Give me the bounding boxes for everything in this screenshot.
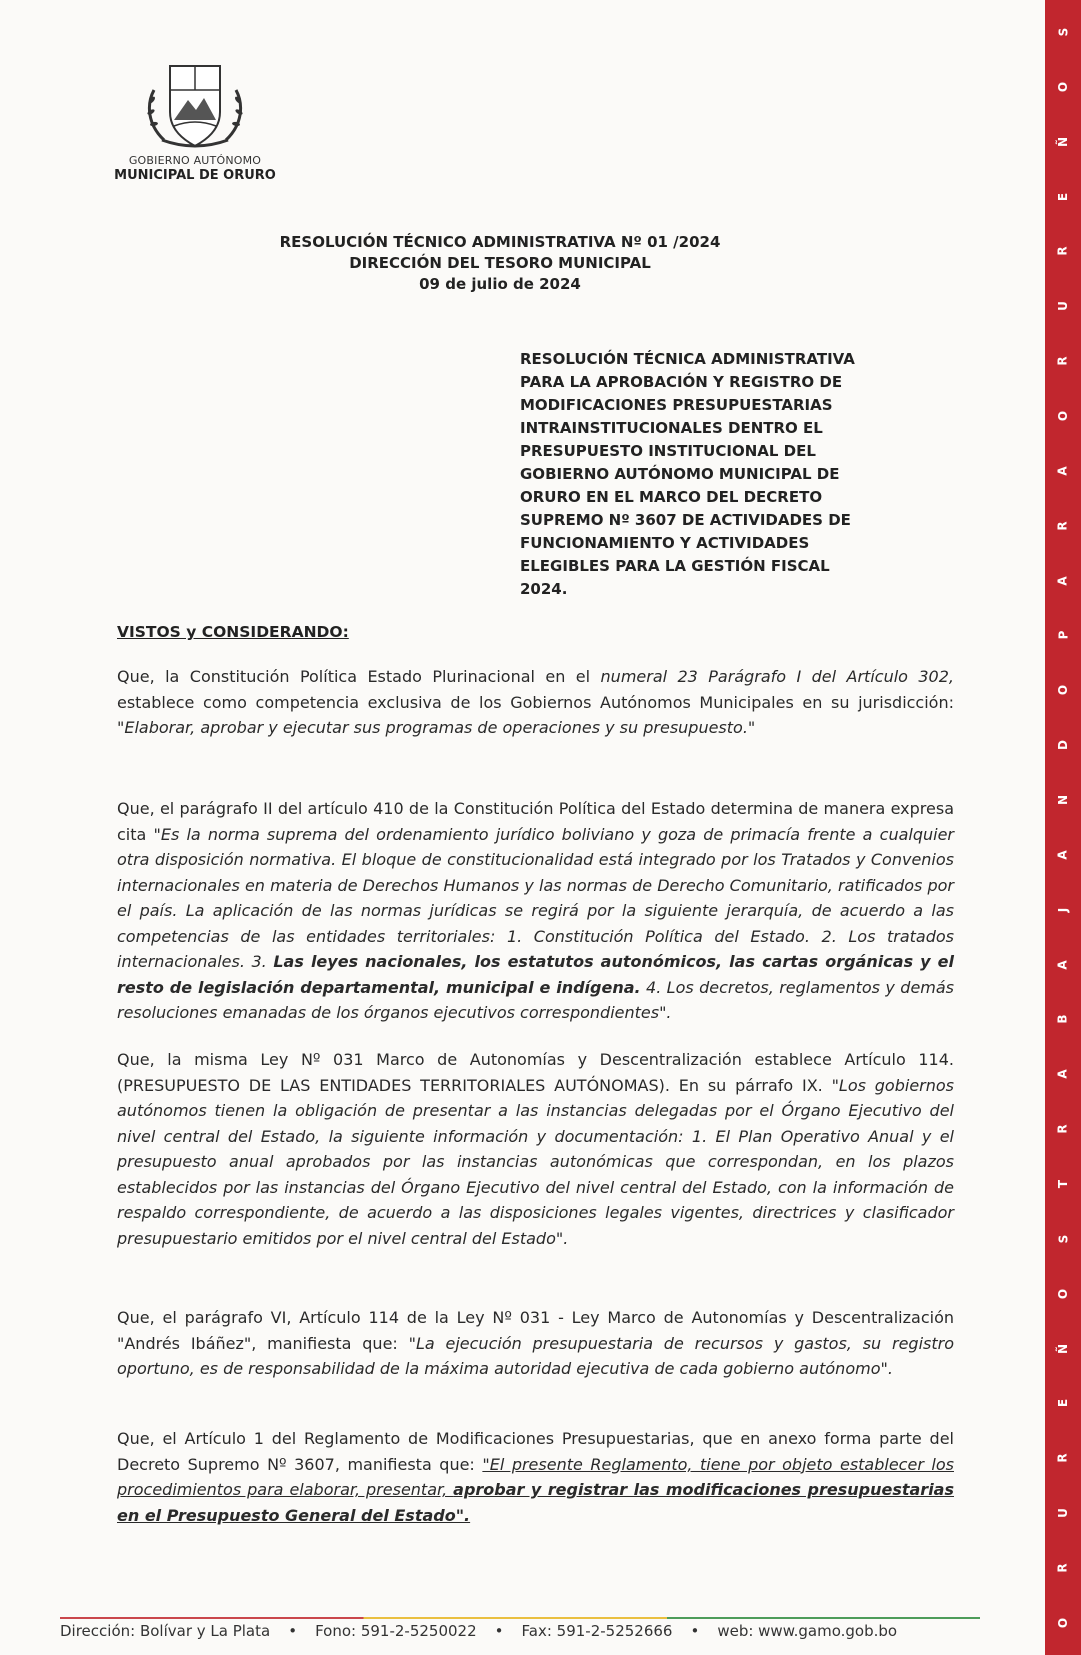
- resolution-date: 09 de julio de 2024: [419, 275, 581, 293]
- subject-line: PARA LA APROBACIÓN Y REGISTRO DE: [520, 373, 843, 391]
- footer-contact: [60, 1622, 980, 1640]
- paragraph-4: [117, 1305, 954, 1382]
- side-band-letter: O: [1055, 81, 1070, 92]
- subject-line: ELEGIBLES PARA LA GESTIÓN FISCAL: [520, 557, 830, 575]
- subject-line: SUPREMO Nº 3607 DE ACTIVIDADES DE: [520, 511, 851, 529]
- paragraph-text: Que, el parágrafo II del artículo 410 de la Constitución Política del Estado determina de manera expresa cita: [117, 799, 954, 844]
- paragraph-5: [117, 1426, 954, 1528]
- side-band-letter: J: [1056, 907, 1070, 912]
- logo-text-line1: GOBIERNO AUTÓNOMO: [128, 154, 262, 167]
- paragraph-text: Que, la Constitución Política Estado Plurinacional en el: [117, 667, 601, 686]
- side-band-letter: A: [1055, 959, 1070, 970]
- paragraph-2: [117, 796, 954, 1026]
- paragraph-1: [117, 664, 954, 741]
- subject-line: MODIFICACIONES PRESUPUESTARIAS: [520, 396, 833, 414]
- side-band-letter: S: [1056, 27, 1070, 37]
- subject-line: ORURO EN EL MARCO DEL DECRETO: [520, 488, 823, 506]
- subject-line: 2024.: [520, 580, 568, 598]
- paragraph-text: Que, la misma Ley Nº 031 Marco de Autonomías y Descentralización establece Artículo 114. (PRESUPUESTO DE LAS ENTIDADES TERRITORIALES AUTÓNOMAS). En su párrafo IX.: [117, 1050, 954, 1095]
- paragraph-3: [117, 1047, 954, 1251]
- side-band-letter: E: [1055, 1399, 1070, 1408]
- side-band-letter: U: [1056, 1508, 1070, 1519]
- logo-text-line2: MUNICIPAL DE ORURO: [114, 168, 276, 183]
- side-band-letter: R: [1056, 521, 1070, 531]
- footer-fax: Fax: 591-2-5252666: [521, 1622, 673, 1640]
- side-band-letter: Ñ: [1055, 136, 1070, 147]
- subject-line: FUNCIONAMIENTO Y ACTIVIDADES: [520, 534, 810, 552]
- resolution-number: RESOLUCIÓN TÉCNICO ADMINISTRATIVA Nº 01 /2024: [279, 233, 721, 251]
- paragraph-emphasis: Las leyes nacionales, los estatutos autonómicos, las cartas orgánicas y el resto de legislación departamental, municipal e indígena.: [117, 952, 954, 997]
- side-band-letter: E: [1055, 192, 1070, 201]
- side-band-letter: Ñ: [1055, 1343, 1070, 1354]
- side-band-letter: P: [1055, 631, 1070, 640]
- side-band-letter: T: [1056, 1179, 1070, 1189]
- side-slogan-band: [1045, 0, 1081, 1655]
- side-band-letter: A: [1055, 466, 1070, 476]
- footer-separator: •: [690, 1622, 700, 1640]
- paragraph-quote: "El presente Reglamento, tiene por objeto establecer los procedimientos para elaborar, presentar,: [117, 1454, 954, 1499]
- department-name: DIRECCIÓN DEL TESORO MUNICIPAL: [349, 254, 651, 272]
- side-band-letter: O: [1055, 410, 1070, 422]
- subject-line: RESOLUCIÓN TÉCNICA ADMINISTRATIVA: [520, 350, 855, 368]
- subject-line: PRESUPUESTO INSTITUCIONAL DEL: [520, 442, 816, 460]
- footer-website: web: www.gamo.gob.bo: [717, 1622, 898, 1640]
- side-band-letter: O: [1055, 685, 1070, 696]
- resolution-subject: [520, 348, 880, 601]
- paragraph-quote: "Es la norma suprema del ordenamiento jurídico boliviano y goza de primacía frente a cualquier otra disposición normativa. El bloque de constitucionalidad está integrado por los Tratados y Convenios internacionales en materia de Derechos Humanos y las normas de Derecho Comunitario, ratificados por el país. La aplicación de las normas jurídicas se regirá por la siguiente jerarquía, de acuerdo a las competencias de las entidades territoriales: 1. Constitución Política del Estado. 2. Los tratados internacionales. 3.: [117, 824, 954, 971]
- paragraph-emphasis: aprobar y registrar las modificaciones presupuestarias en el Presupuesto General del Estado".: [117, 1480, 954, 1525]
- side-band-letter: R: [1056, 1563, 1070, 1573]
- side-band-letter: B: [1056, 1014, 1070, 1025]
- side-band-letter: R: [1056, 1124, 1070, 1134]
- side-band-letter: N: [1055, 795, 1070, 806]
- paragraph-text: Que, el Artículo 1 del Reglamento de Modificaciones Presupuestarias, que en anexo forma parte del Decreto Supremo Nº 3607, manifiesta que:: [117, 1429, 954, 1474]
- side-band-letter: R: [1056, 356, 1070, 366]
- paragraph-quote: "Elaborar, aprobar y ejecutar sus programas de operaciones y su presupuesto.": [117, 718, 756, 737]
- paragraph-quote: "Los gobiernos autónomos tienen la obligación de presentar a las instancias delegadas por el Órgano Ejecutivo del nivel central del Estado, la siguiente información y documentación: 1. El Plan Operativo Anual y el presupuesto anual aprobados por las instancias autonómicas que correspondan, en los plazos establecidos por las instancias del Órgano Ejecutivo del nivel central del Estado, con la información de respaldo correspondiente, de acuerdo a las disposiciones legales vigentes, directrices y clasificador presupuestario emitidos por el nivel central del Estado".: [117, 1075, 955, 1248]
- section-heading: VISTOS y CONSIDERANDO:: [117, 623, 349, 641]
- footer-separator: •: [494, 1622, 504, 1640]
- footer-address: Dirección: Bolívar y La Plata: [60, 1622, 271, 1640]
- paragraph-text: Que, el parágrafo VI, Artículo 114 de la Ley Nº 031 - Ley Marco de Autonomías y Descentralización "Andrés Ibáñez", manifiesta que:: [117, 1308, 954, 1353]
- paragraph-quote: 4. Los decretos, reglamentos y demás resoluciones emanadas de los órganos ejecutivos correspondientes".: [117, 977, 955, 1022]
- side-band-letter: A: [1055, 1069, 1070, 1079]
- side-band-letter: O: [1055, 1288, 1070, 1299]
- paragraph-text: establece como competencia exclusiva de los Gobiernos Autónomos Municipales en su jurisdicción:: [117, 692, 954, 712]
- side-band-letter: R: [1056, 1453, 1070, 1463]
- side-band-letter: U: [1056, 301, 1070, 312]
- subject-line: INTRAINSTITUCIONALES DENTRO EL: [520, 419, 823, 437]
- footer-separator: •: [288, 1622, 298, 1640]
- side-band-letter: D: [1056, 740, 1070, 751]
- side-band-letter: S: [1056, 1234, 1070, 1244]
- side-band-letter: O: [1055, 1617, 1070, 1629]
- footer-phone: Fono: 591-2-5250022: [315, 1622, 477, 1640]
- resolution-title-block: [200, 232, 800, 295]
- side-band-letter: A: [1055, 575, 1070, 586]
- coat-of-arms-icon: [140, 60, 250, 152]
- side-band-letter: R: [1056, 246, 1070, 257]
- paragraph-citation: numeral 23 Parágrafo I del Artículo 302,: [600, 667, 954, 686]
- side-band-letter: A: [1055, 850, 1070, 860]
- paragraph-quote: "La ejecución presupuestaria de recursos y gastos, su registro oportuno, es de responsabilidad de la máxima autoridad ejecutiva de cada gobierno autónomo".: [117, 1333, 954, 1378]
- subject-line: GOBIERNO AUTÓNOMO MUNICIPAL DE: [520, 465, 840, 483]
- footer-divider: [60, 1617, 980, 1619]
- municipal-logo-block: [110, 60, 280, 183]
